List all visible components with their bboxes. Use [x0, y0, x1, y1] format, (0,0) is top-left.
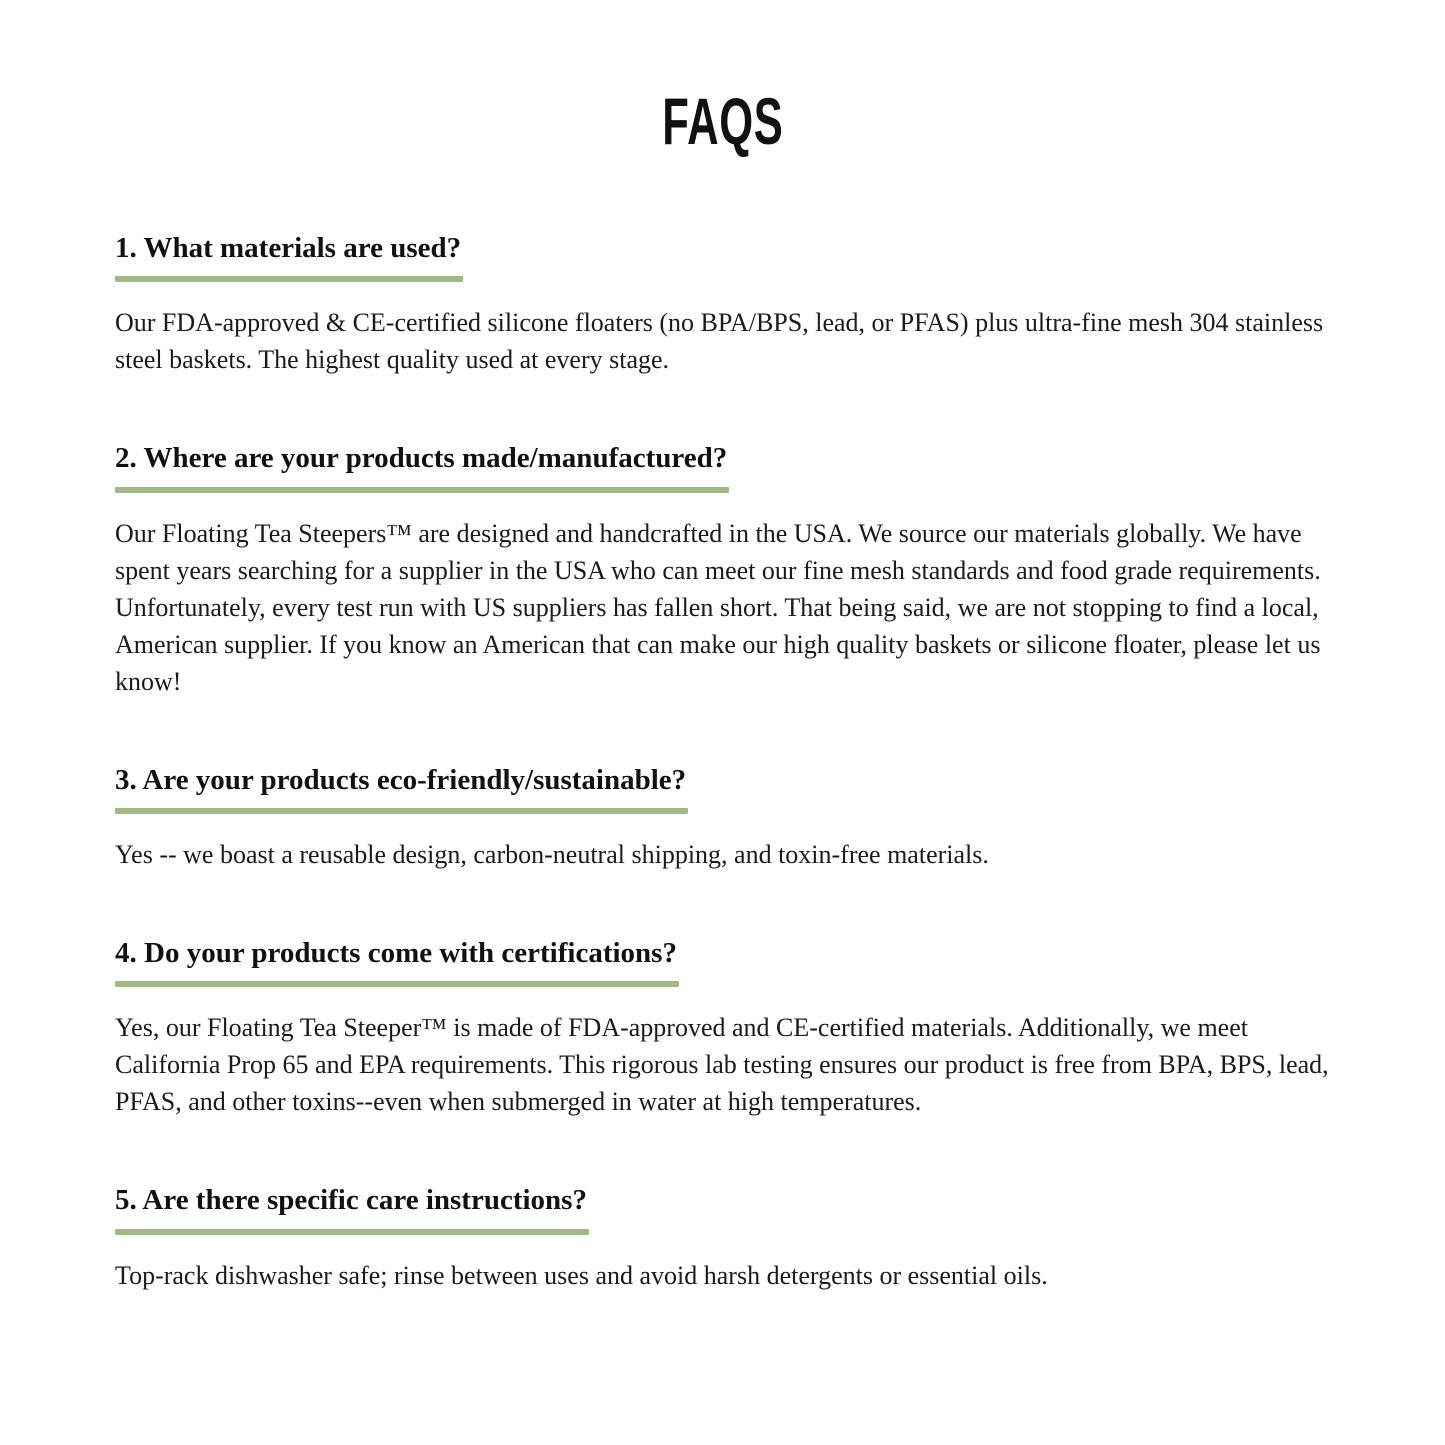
faq-item [115, 937, 1340, 1120]
question-underline [115, 487, 729, 493]
page-header [0, 84, 1445, 158]
faq-question-block [115, 764, 688, 814]
faq-answer: Top-rack dishwasher safe; rinse between uses and avoid harsh detergents or essential oils. [115, 1260, 1048, 1290]
faq-question: 1. What materials are used? [115, 232, 462, 264]
question-underline [115, 1229, 589, 1235]
faq-item [115, 232, 1340, 378]
faq-item [115, 1184, 1340, 1293]
faq-question-block [115, 442, 729, 492]
faq-question-block [115, 232, 463, 282]
faq-question-block [115, 1184, 589, 1234]
faq-answer: Our FDA-approved & CE-certified silicone floaters (no BPA/BPS, lead, or PFAS) plus ultra-fine mesh 304 stainless steel baskets. The highest quality used at every stage. [115, 308, 1324, 375]
faq-answer: Yes, our Floating Tea Steeper™ is made of FDA-approved and CE-certified materials. Additionally, we meet California Prop 65 and EPA requirements. This rigorous lab testing ensures our product is free from BPA, BPS, lead, PFAS, and other toxins--even when submerged in water at high temperatures. [115, 1013, 1329, 1117]
question-underline [115, 276, 463, 282]
faq-question: 5. Are there specific care instructions? [115, 1184, 587, 1217]
faq-question: 4. Do your products come with certifications? [115, 937, 677, 970]
faq-answer: Yes -- we boast a reusable design, carbon-neutral shipping, and toxin-free materials. [115, 840, 989, 870]
faq-question: 3. Are your products eco-friendly/sustainable? [115, 763, 687, 796]
faq-answer: Our Floating Tea Steepers™ are designed and handcrafted in the USA. We source our materials globally. We have spent years searching for a supplier in the USA who can meet our fine mesh standards and food grade requirements. Unfortunately, every test run with US suppliers has fallen short. That being said, we are not stopping to find a local, American supplier. If you know an American that can make our high quality baskets or silicone floater, please let us know! [115, 518, 1321, 696]
faq-item [115, 442, 1340, 699]
page-title: FAQS [661, 84, 784, 158]
faq-item [115, 764, 1340, 873]
faq-list [115, 232, 1340, 1294]
faq-question-block [115, 937, 679, 987]
question-underline [115, 808, 688, 814]
question-underline [115, 981, 679, 987]
faq-question: 2. Where are your products made/manufactured? [115, 442, 728, 475]
